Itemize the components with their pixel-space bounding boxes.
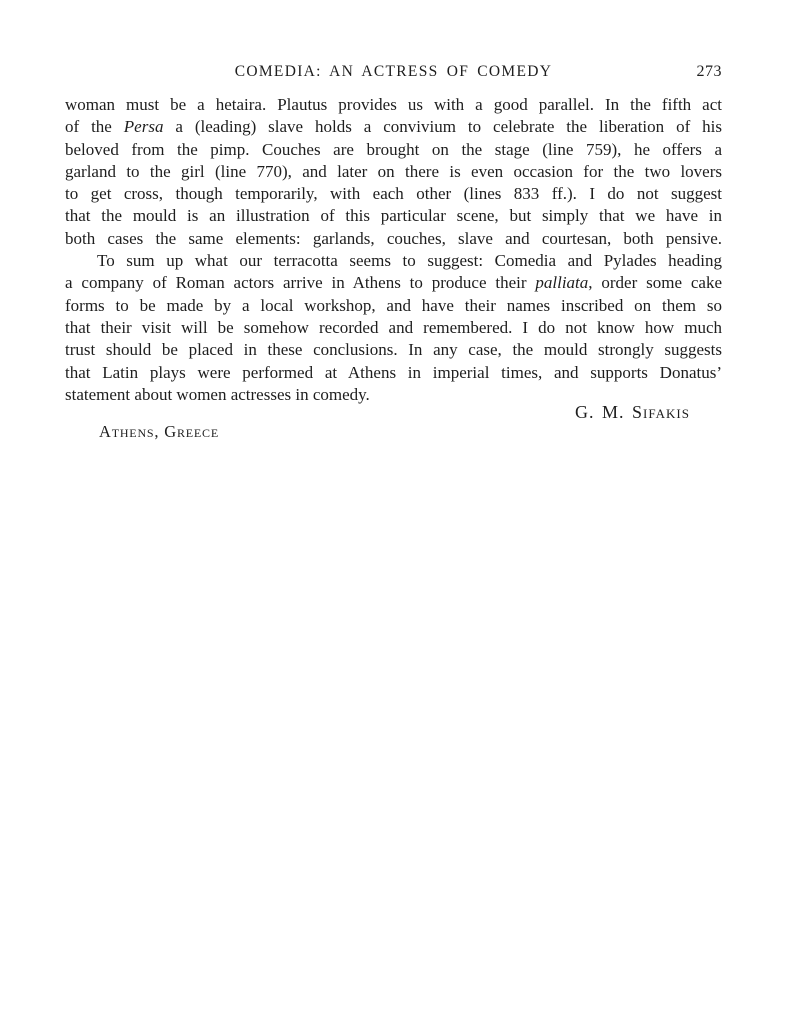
- text-line: statement about women actresses in comedy.: [65, 384, 370, 404]
- text-line: woman must be a hetaira. Plautus provides us with a good parallel. In the fifth act: [65, 95, 722, 114]
- page-number: 273: [696, 63, 722, 80]
- text-line: both cases the same elements: garlands, couches, slave and courtesan, both pensive.: [65, 228, 722, 248]
- text-line: of the Persa a (leading) slave holds a convivium to celebrate the liberation of his: [65, 117, 723, 137]
- signature-line: [65, 402, 722, 423]
- running-header: [65, 63, 722, 83]
- text-line: a company of Roman actors arrive in Athens to produce their palliata, order some cake: [65, 273, 722, 293]
- author-location: Athens, Greece: [99, 422, 219, 441]
- text-line: that their visit will be somehow recorded and remembered. I do not know how much: [65, 317, 722, 337]
- header-title: COMEDIA: AN ACTRESS OF COMEDY: [234, 63, 553, 80]
- body-text: [65, 94, 722, 406]
- author-signature: G. M. Sifakis: [575, 402, 690, 422]
- text-line: that the mould is an illustration of this particular scene, but simply that we have in: [65, 206, 722, 226]
- text-line: garland to the girl (line 770), and later on there is even occasion for the two lovers: [65, 161, 722, 181]
- text-line: To sum up what our terracotta seems to suggest: Comedia and Pylades heading: [97, 251, 722, 271]
- text-line: to get cross, though temporarily, with each other (lines 833 ff.). I do not suggest: [65, 184, 722, 204]
- text-line: beloved from the pimp. Couches are brought on the stage (line 759), he offers a: [65, 139, 722, 159]
- text-line: that Latin plays were performed at Athens in imperial times, and supports Donatus’: [65, 362, 722, 382]
- text-line: trust should be placed in these conclusions. In any case, the mould strongly suggests: [65, 340, 722, 360]
- text-line: forms to be made by a local workshop, and have their names inscribed on them so: [65, 295, 722, 315]
